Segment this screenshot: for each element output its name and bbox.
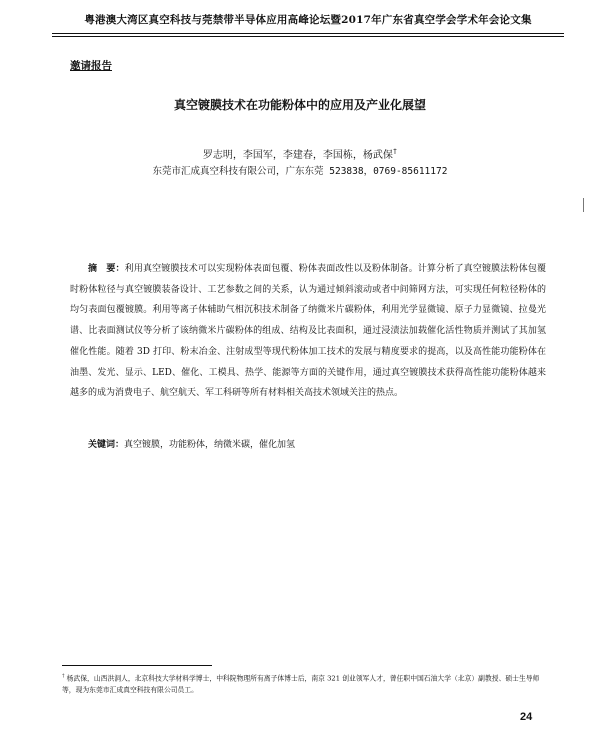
abstract-text: 利用真空镀膜技术可以实现粉体表面包覆、粉体表面改性以及粉体制备。计算分析了真空镀膜法粉体包覆时粉体粒径与真空镀膜装备设计、工艺参数之间的关系，认为通过倾斜滚动或者中间筛网方法，可实现任何粒径粉体的均匀表面包覆镀膜。利用等离子体辅助气相沉积技术制备了纳微米片碳粉体，利用光学显微镜、原子力显微镜、拉曼光谱、比表面测试仪等分析了该纳微米片碳粉体的组成、结构及比表面积，通过浸渍法加载催化活性物质并测试了其加氢催化性能。随着 3D 打印、粉末冶金、注射成型等现代粉体加工技术的发展与精度要求的提高，以及高性能功能粉体在油墨、发光、显示、LED、催化、工模具、热学、能源等方面的关键作用，通过真空镀膜技术获得高性能功能粉体越来越多的成为消费电子、航空航天、军工科研等所有材料相关高技术领域关注的热点。 [70,264,546,399]
keywords-text: 真空镀膜，功能粉体，纳微米碳，催化加氢 [124,440,296,450]
authors: 罗志明，李国军，李建春，李国栋，杨武保 [202,150,393,161]
author-line [0,146,600,161]
keywords [70,436,546,454]
footnote-text: 杨武保，山西洪洞人，北京科技大学材料学博士，中科院物理所有离子体博士后，南京 321 创业领军人才，曾任职中国石油大学（北京）副教授、硕士生导师等，现为东莞市汇成真空科技有限公司员工。 [62,674,540,695]
footnote-mark: † [62,673,65,679]
abstract-label: 摘 要： [88,264,125,274]
footnote [62,670,548,696]
header-rule-thin [52,36,564,37]
running-header: 粤港澳大湾区真空科技与莞禁带半导体应用高峰论坛暨2017年广东省真空学会学术年会论文集 [84,14,532,26]
page-number: 24 [520,711,533,723]
abstract [70,259,546,404]
paper-title: 真空镀膜技术在功能粉体中的应用及产业化展望 [173,98,426,112]
affiliation: 东莞市汇成真空科技有限公司，广东东莞 523838，0769-85611172 [152,166,448,177]
section-label: 邀请报告 [70,60,112,72]
author-footnote-mark: † [392,147,398,156]
scan-artifact [583,198,584,212]
keywords-label: 关键词： [88,440,125,450]
footnote-rule [62,665,212,666]
header-rule [52,33,564,34]
